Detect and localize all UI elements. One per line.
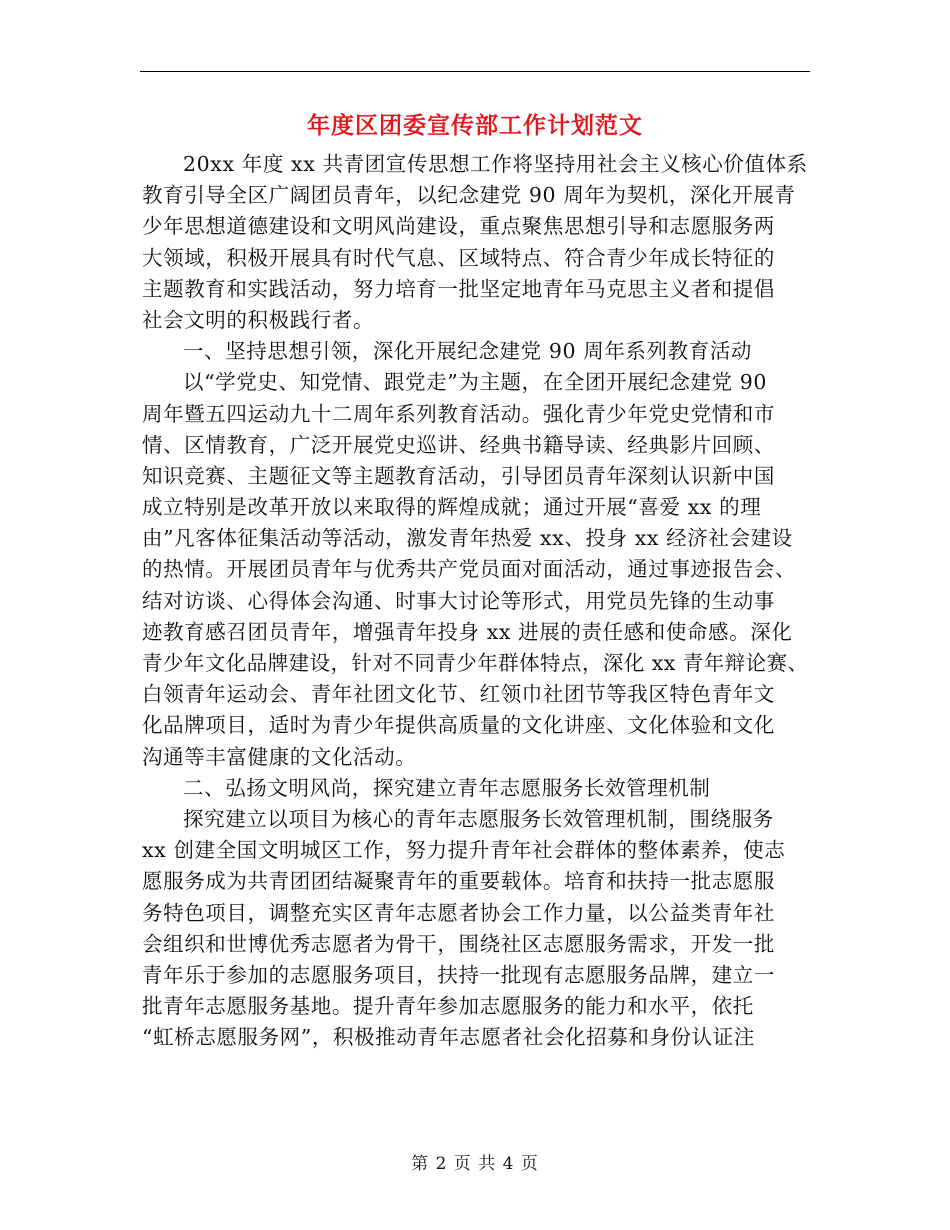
text-line: 迹教育感召团员青年，增强青年投身 xx 进展的责任感和使命感。深化 bbox=[142, 619, 793, 644]
text-line: 青少年文化品牌建设，针对不同青少年群体特点，深化 xx 青年辩论赛、 bbox=[142, 651, 809, 675]
text-line: 少年思想道德建设和文明风尚建设，重点聚焦思想引导和志愿服务两 bbox=[142, 214, 775, 239]
text-line: 探究建立以项目为核心的青年志愿服务长效管理机制，围绕服务 bbox=[183, 806, 774, 831]
text-line: 主题教育和实践活动，努力培育一批坚定地青年马克思主义者和提倡 bbox=[142, 276, 775, 301]
text-line: 周年暨五四运动九十二周年系列教育活动。强化青少年党史党情和市 bbox=[142, 401, 775, 426]
text-line: “虹桥志愿服务网”，积极推动青年志愿者社会化招募和身份认证注 bbox=[142, 1025, 755, 1050]
document-body bbox=[142, 149, 812, 1053]
text-line: 情、区情教育，广泛开展党史巡讲、经典书籍导读、经典影片回顾、 bbox=[142, 432, 775, 457]
text-line: 二、弘扬文明风尚，探究建立青年志愿服务长效管理机制 bbox=[183, 775, 711, 800]
text-line: 白领青年运动会、青年社团文化节、红领巾社团节等我区特色青年文 bbox=[142, 682, 775, 707]
text-line: 以“学党史、知党情、跟党走”为主题，在全团开展纪念建党 90 bbox=[183, 370, 768, 395]
header-rule bbox=[140, 71, 810, 72]
text-line: 由”凡客体征集活动等活动，激发青年热爱 xx、投身 xx 经济社会建设 bbox=[142, 526, 793, 551]
text-line: 大领域，积极开展具有时代气息、区域特点、符合青少年成长特征的 bbox=[142, 245, 775, 270]
text-line: 成立特别是改革开放以来取得的辉煌成就；通过开展“喜爱 xx 的理 bbox=[142, 495, 762, 520]
text-line: 一、坚持思想引领，深化开展纪念建党 90 周年系列教育活动 bbox=[183, 339, 753, 364]
text-line: xx 创建全国文明城区工作，努力提升青年社会群体的整体素养，使志 bbox=[142, 838, 786, 863]
text-line: 社会文明的积极践行者。 bbox=[142, 307, 375, 332]
text-line: 务特色项目，调整充实区青年志愿者协会工作力量，以公益类青年社 bbox=[142, 900, 775, 925]
text-line: 教育引导全区广阔团员青年，以纪念建党 90 周年为契机，深化开展青 bbox=[142, 183, 796, 208]
text-line: 会组织和世博优秀志愿者为骨干，围绕社区志愿服务需求，开发一批 bbox=[142, 931, 775, 956]
text-line: 愿服务成为共青团团结凝聚青年的重要载体。培育和扶持一批志愿服 bbox=[142, 869, 775, 894]
text-line: 沟通等丰富健康的文化活动。 bbox=[142, 744, 417, 769]
text-line: 结对访谈、心得体会沟通、时事大讨论等形式，用党员先锋的生动事 bbox=[142, 588, 775, 613]
document-title: 年度区团委宣传部工作计划范文 bbox=[307, 112, 643, 139]
text-line: 青年乐于参加的志愿服务项目，扶持一批现有志愿服务品牌，建立一 bbox=[142, 962, 775, 987]
text-line: 知识竞赛、主题征文等主题教育活动，引导团员青年深刻认识新中国 bbox=[142, 463, 775, 488]
text-line: 化品牌项目，适时为青少年提供高质量的文化讲座、文化体验和文化 bbox=[142, 713, 775, 738]
text-line: 的热情。开展团员青年与优秀共产党员面对面活动，通过事迹报告会、 bbox=[142, 557, 797, 582]
page-footer: 第 2 页 共 4 页 bbox=[411, 1154, 539, 1174]
text-line: 20xx 年度 xx 共青团宣传思想工作将坚持用社会主义核心价值体系 bbox=[183, 152, 808, 176]
text-line: 批青年志愿服务基地。提升青年参加志愿服务的能力和水平，依托 bbox=[142, 994, 754, 1019]
